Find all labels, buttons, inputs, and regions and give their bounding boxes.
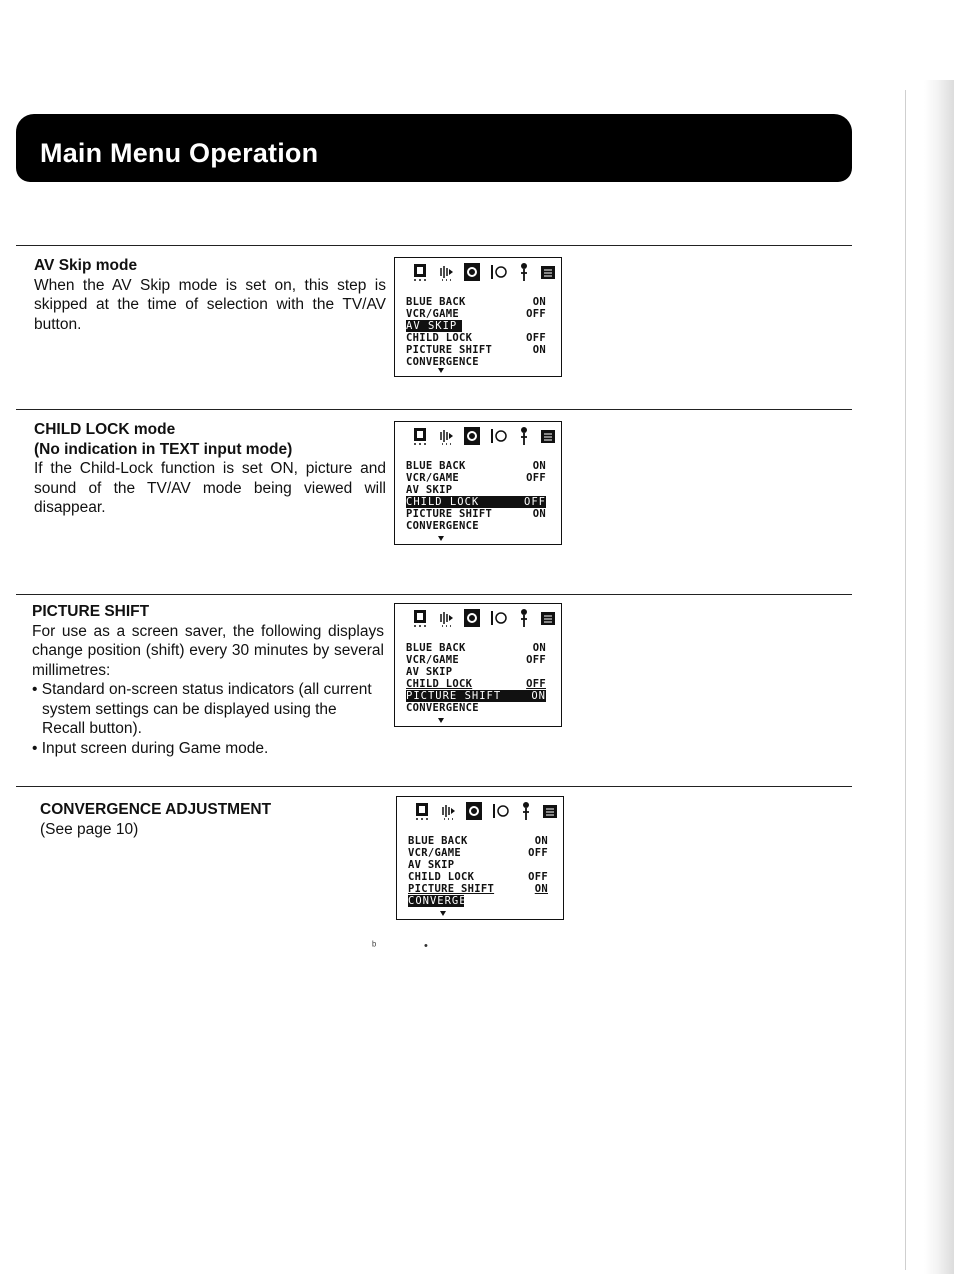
osd-icon-bar <box>413 801 559 825</box>
osd-item-value: OFF <box>526 308 546 320</box>
osd-item-value: ON <box>531 690 546 702</box>
osd-item-value: ON <box>534 883 548 895</box>
header-bar <box>16 114 852 182</box>
tuning-icon <box>517 261 531 288</box>
osd-menu-item <box>406 460 546 472</box>
osd-menu-list <box>406 296 546 368</box>
osd-menu-item <box>406 508 546 520</box>
scroll-down-arrow-icon <box>440 911 446 916</box>
teletext-icon <box>539 607 557 634</box>
osd-item-label: CHILD LOCK <box>406 678 473 690</box>
section-picture-shift <box>32 602 384 758</box>
sound-icon <box>437 607 455 634</box>
osd-menu-item <box>406 690 546 702</box>
timer-icon <box>489 261 509 288</box>
osd-screen-child-lock <box>394 421 562 545</box>
teletext-icon <box>539 261 557 288</box>
section-child-lock <box>34 420 386 518</box>
osd-item-value: OFF <box>528 847 548 859</box>
osd-menu-item <box>406 520 546 532</box>
setup-icon <box>463 261 481 288</box>
print-speck: ᵇ <box>372 940 377 952</box>
osd-item-label: AV SKIP <box>406 320 458 332</box>
section-body: When the AV Skip mode is set on, this step is skipped at the time of selection with the TV/AV button. <box>34 276 386 333</box>
picture-icon <box>411 425 429 452</box>
osd-menu-item <box>408 895 489 907</box>
tuning-icon <box>517 607 531 634</box>
picture-icon <box>411 261 429 288</box>
osd-menu-item <box>406 344 546 356</box>
osd-item-value: ON <box>532 508 546 520</box>
osd-menu-item <box>406 666 546 678</box>
osd-item-value: OFF <box>526 332 546 344</box>
osd-item-label: VCR/GAME <box>406 308 459 320</box>
osd-item-label: VCR/GAME <box>406 654 459 666</box>
osd-item-value: ON <box>532 296 546 308</box>
scroll-down-arrow-icon <box>438 368 444 373</box>
osd-item-label: PICTURE SHIFT <box>406 344 493 356</box>
osd-icon-bar <box>411 426 557 450</box>
section-title: PICTURE SHIFT <box>32 603 150 620</box>
osd-item-label: AV SKIP <box>406 484 453 496</box>
bullet-item: • Input screen during Game mode. <box>32 739 269 757</box>
osd-menu-item <box>406 496 546 508</box>
section-av-skip <box>34 256 386 334</box>
osd-item-label: CONVERGENCE <box>406 356 479 368</box>
osd-item-label: CHILD LOCK <box>406 496 480 508</box>
tuning-icon <box>517 425 531 452</box>
sound-icon <box>437 425 455 452</box>
osd-menu-item <box>408 871 548 883</box>
section-title: AV Skip mode <box>34 257 138 274</box>
osd-item-value: OFF <box>526 678 546 690</box>
section-divider <box>16 245 852 246</box>
section-convergence <box>40 800 392 839</box>
section-divider <box>16 786 852 787</box>
osd-item-label: PICTURE SHIFT <box>406 508 493 520</box>
setup-icon <box>463 425 481 452</box>
osd-item-value: OFF <box>528 871 548 883</box>
timer-icon <box>489 425 509 452</box>
osd-menu-list <box>408 835 548 907</box>
sound-icon <box>437 261 455 288</box>
osd-menu-item <box>406 356 546 368</box>
osd-menu-item <box>406 484 546 496</box>
osd-item-label: BLUE BACK <box>406 642 466 654</box>
osd-item-label: VCR/GAME <box>406 472 459 484</box>
timer-icon <box>491 800 511 827</box>
osd-menu-item <box>406 472 546 484</box>
section-divider <box>16 409 852 410</box>
osd-item-value: OFF <box>526 654 546 666</box>
osd-menu-item <box>406 678 546 690</box>
osd-item-label: AV SKIP <box>408 859 455 871</box>
osd-item-label: PICTURE SHIFT <box>408 883 495 895</box>
section-divider <box>16 594 852 595</box>
timer-icon <box>489 607 509 634</box>
sound-icon <box>439 800 457 827</box>
osd-screen-picture-shift <box>394 603 562 727</box>
osd-menu-item <box>408 883 548 895</box>
page-title: Main Menu Operation <box>40 138 319 168</box>
section-body: (See page 10) <box>40 820 139 838</box>
osd-menu-item <box>408 835 548 847</box>
osd-item-label: BLUE BACK <box>406 296 466 308</box>
osd-menu-item <box>406 332 546 344</box>
osd-menu-item <box>408 859 548 871</box>
osd-menu-item <box>406 702 546 714</box>
osd-item-value: ON <box>532 344 546 356</box>
section-title: CHILD LOCK mode <box>34 421 176 438</box>
osd-menu-list <box>406 460 546 532</box>
osd-item-label: CONVERGENCE <box>408 895 489 907</box>
picture-icon <box>413 800 431 827</box>
tuning-icon <box>519 800 533 827</box>
osd-icon-bar <box>411 262 557 286</box>
osd-menu-item <box>406 642 546 654</box>
scroll-down-arrow-icon <box>438 718 444 723</box>
osd-menu-item <box>406 308 546 320</box>
osd-item-label: CONVERGENCE <box>406 520 479 532</box>
osd-item-value: OFF <box>524 496 546 508</box>
teletext-icon <box>541 800 559 827</box>
setup-icon <box>465 800 483 827</box>
teletext-icon <box>539 425 557 452</box>
section-title: CONVERGENCE ADJUSTMENT <box>40 801 272 818</box>
picture-icon <box>411 607 429 634</box>
osd-item-value: ON <box>534 835 548 847</box>
osd-item-value: OFF <box>526 472 546 484</box>
osd-menu-item <box>406 320 462 332</box>
section-body: For use as a screen saver, the following displays change position (shift) every 30 minutes by several millimetres: <box>32 622 384 679</box>
osd-menu-item <box>406 654 546 666</box>
osd-item-label: CHILD LOCK <box>408 871 475 883</box>
osd-menu-item <box>406 296 546 308</box>
page-edge-line <box>905 90 906 1270</box>
osd-item-label: CHILD LOCK <box>406 332 473 344</box>
osd-menu-list <box>406 642 546 714</box>
osd-screen-av-skip <box>394 257 562 377</box>
page-edge-shadow <box>924 80 954 1274</box>
section-body: If the Child-Lock function is set ON, picture and sound of the TV/AV mode being viewed will disappear. <box>34 460 386 516</box>
osd-menu-item <box>408 847 548 859</box>
scroll-down-arrow-icon <box>438 536 444 541</box>
osd-item-label: AV SKIP <box>406 666 453 678</box>
section-subtitle: (No indication in TEXT input mode) <box>34 440 293 458</box>
osd-item-label: VCR/GAME <box>408 847 461 859</box>
osd-item-label: PICTURE SHIFT <box>406 690 502 702</box>
osd-item-label: CONVERGENCE <box>406 702 479 714</box>
osd-icon-bar <box>411 608 557 632</box>
print-speck: • <box>424 940 428 952</box>
osd-item-value: ON <box>532 642 546 654</box>
osd-item-value: ON <box>532 460 546 472</box>
osd-screen-convergence <box>396 796 564 920</box>
setup-icon <box>463 607 481 634</box>
osd-item-label: BLUE BACK <box>406 460 466 472</box>
bullet-item: • Standard on-screen status indicators (all current system settings can be displayed using the Recall button). <box>32 681 372 737</box>
osd-item-label: BLUE BACK <box>408 835 468 847</box>
